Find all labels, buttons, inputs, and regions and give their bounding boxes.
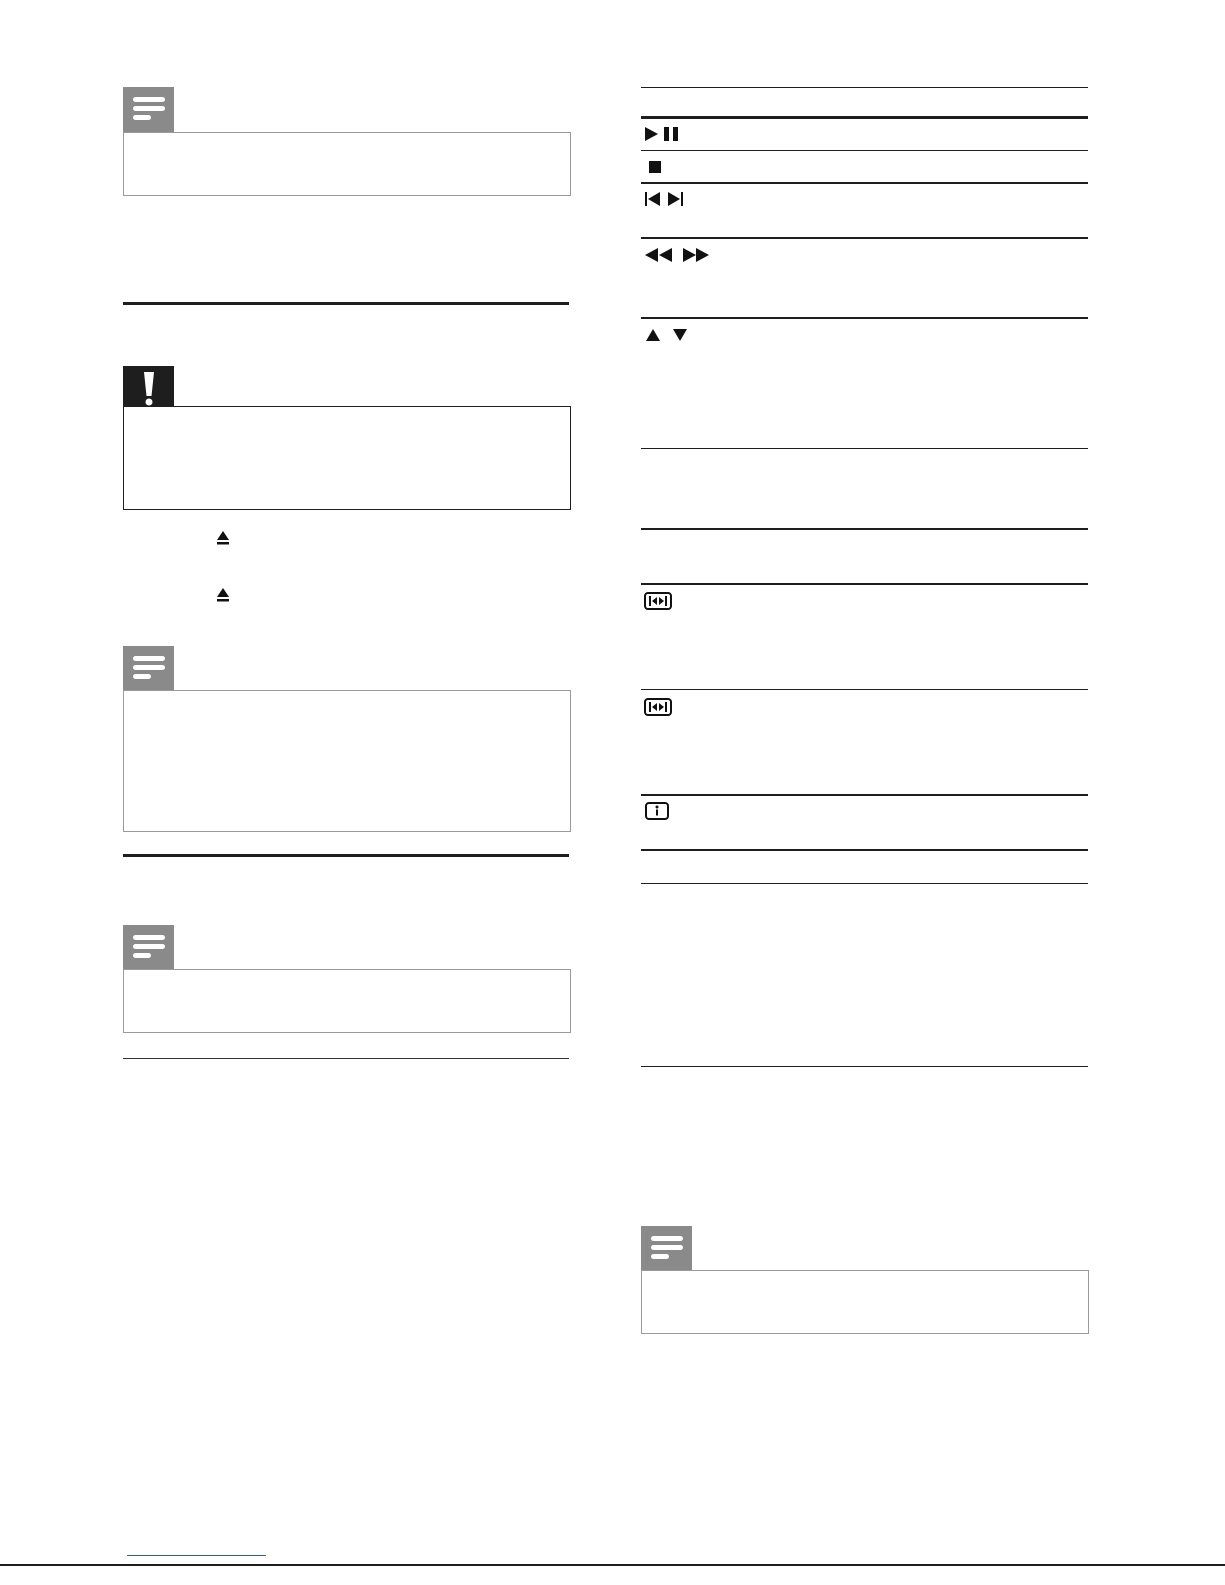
stop-icon xyxy=(648,160,662,174)
note-box-3 xyxy=(123,969,571,1033)
note-tab-1 xyxy=(123,87,174,133)
section-rule-1 xyxy=(123,302,569,305)
note-tab-4 xyxy=(641,1226,692,1272)
note-icon xyxy=(123,925,174,971)
note-icon xyxy=(123,87,174,133)
table-row-rule xyxy=(641,583,1088,585)
table-row-rule xyxy=(641,1066,1088,1067)
note-tab-3 xyxy=(123,925,174,971)
table-row-rule xyxy=(641,237,1088,239)
play-pause-icon xyxy=(644,126,682,142)
table-row-rule xyxy=(641,317,1088,319)
table-row-rule xyxy=(641,849,1088,851)
note-box-4 xyxy=(641,1270,1089,1334)
warning-box xyxy=(123,406,571,510)
table-row-rule xyxy=(641,448,1088,449)
rewind-forward-icon xyxy=(644,247,710,263)
note-icon xyxy=(123,646,174,692)
footer-rule xyxy=(0,1564,1225,1566)
note-box-1 xyxy=(123,132,571,196)
zoom-icon xyxy=(644,592,672,610)
table-top-rule xyxy=(641,87,1088,88)
table-row-rule xyxy=(641,528,1088,530)
table-row-rule xyxy=(641,794,1088,796)
note-icon xyxy=(641,1226,692,1272)
footer-link-underline xyxy=(127,1555,266,1556)
table-row-rule xyxy=(641,182,1088,184)
table-row-rule xyxy=(641,150,1088,151)
eject-icon xyxy=(216,530,230,546)
table-row-rule xyxy=(641,689,1088,690)
table-header-rule xyxy=(641,116,1088,119)
note-box-2 xyxy=(123,690,571,832)
zoom-icon xyxy=(644,698,672,716)
section-rule-2 xyxy=(123,854,569,857)
note-tab-2 xyxy=(123,646,174,692)
info-icon xyxy=(645,802,669,820)
previous-next-icon xyxy=(644,191,684,207)
table-row-rule xyxy=(641,883,1088,884)
section-rule-3 xyxy=(123,1058,569,1059)
eject-icon xyxy=(216,587,230,603)
up-down-arrow-icon xyxy=(646,328,690,342)
